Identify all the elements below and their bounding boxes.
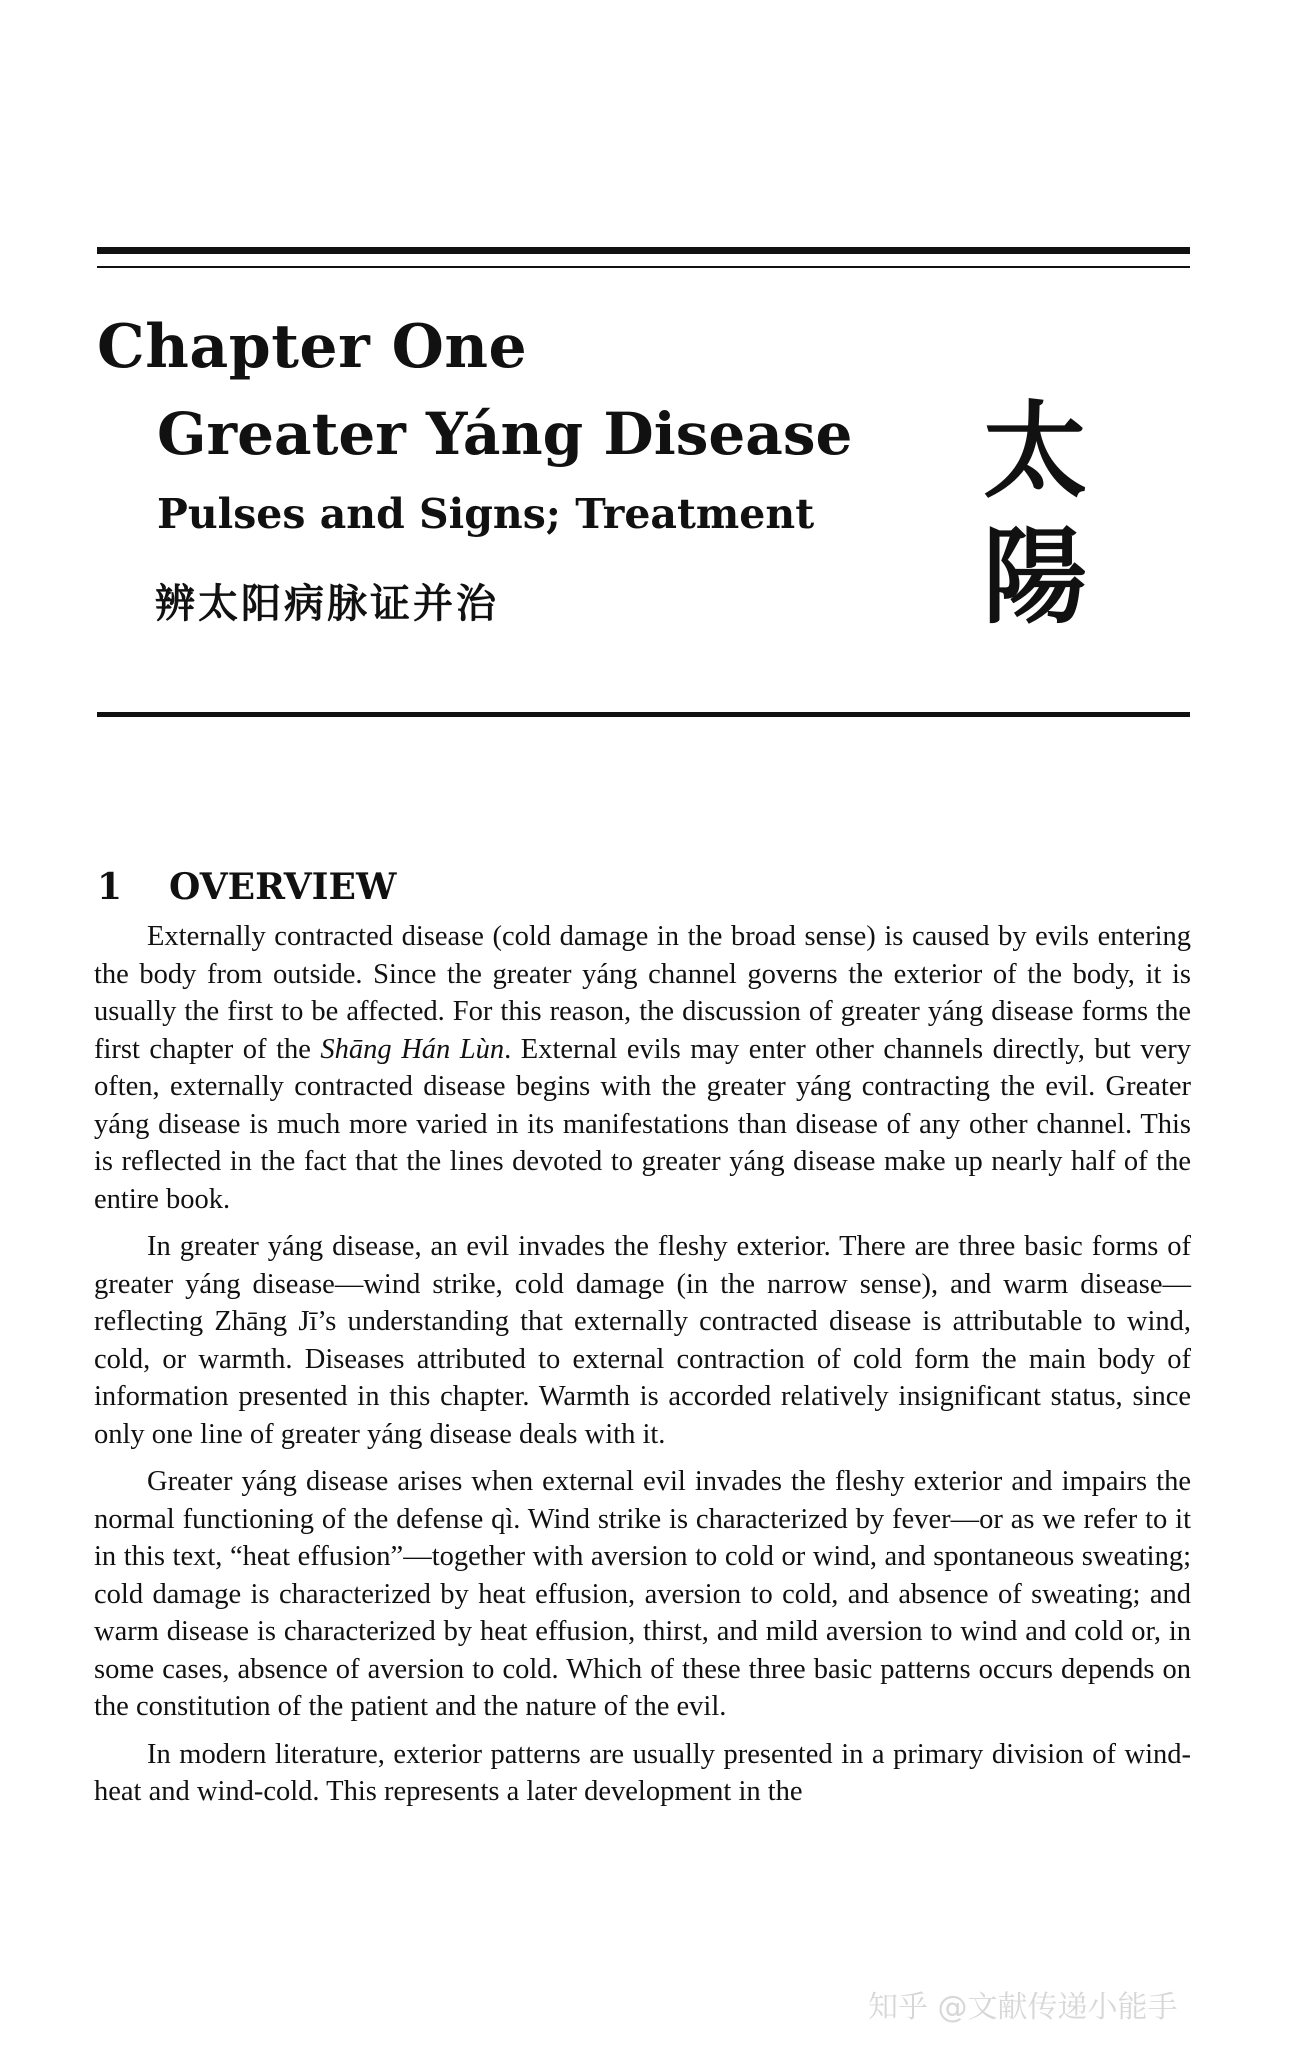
section-number: 1 — [97, 866, 123, 908]
chapter-chinese-title: 辨太阳病脉证并治 — [155, 581, 499, 627]
chapter-subtitle: Pulses and Signs; Treatment — [157, 490, 815, 538]
vertical-chinese-title — [965, 388, 1105, 640]
watermark: 知乎 @文献传递小能手 — [868, 1990, 1178, 2025]
section-title: OVERVIEW — [169, 866, 397, 908]
vertical-char: 陽 — [982, 516, 1087, 638]
section-heading — [97, 866, 396, 908]
paragraph: In modern literature, exterior patterns are usually presented in a primary division of wind-heat and wind-cold. This represents a later development in the — [94, 1738, 1191, 1807]
chapter-label: Chapter One — [97, 312, 528, 382]
body-text — [94, 918, 1191, 1821]
vertical-char: 太 — [982, 390, 1087, 512]
paragraph — [94, 918, 1191, 1218]
paragraph: Greater yáng disease arises when external evil invades the fleshy exterior and impairs the normal functioning of the defense qì. Wind strike is characterized by fever—or as we refer to it in this text, “heat effusion”—together with aversion to cold or wind, and spontaneous sweating; cold damage is characterized by heat effusion, aversion to cold, and absence of sweating; and warm disease is characterized by heat effusion, thirst, and mild aversion to wind and cold or, in some cases, absence of aversion to cold. Which of these three basic patterns occurs depends on the constitution of the patient and the nature of the evil. — [94, 1466, 1191, 1722]
paragraph: In greater yáng disease, an evil invades the fleshy exterior. There are three basic forms of greater yáng disease—wind strike, cold damage (in the narrow sense), and warm disease—reflecting Zhāng Jī’s understanding that externally contracted disease is attributable to wind, cold, or warmth. Diseases attributed to external contraction of cold form the main body of information presented in this chapter. Warmth is accorded relatively insignificant status, since only one line of greater yáng disease deals with it. — [94, 1231, 1191, 1450]
paragraph-text: Externally contracted disease (cold damage in the broad sense) is caused by evils entering the body from outside. Since the greater yáng channel governs the exterior of the body, it is usually the first to be affected. For this reason, the discussion of greater yáng disease forms the first chapter of the — [94, 921, 1191, 1065]
chapter-title: Greater Yáng Disease — [157, 400, 853, 468]
book-title: Shāng Hán Lùn — [320, 1033, 505, 1065]
header-rule-thin — [97, 266, 1190, 268]
paragraph-text: . External evils may enter other channels directly, but very often, externally contracted disease begins with the greater yáng contracting the evil. Greater yáng disease is much more varied in its manifestations than disease of any other channel. This is reflected in the fact that the lines devoted to greater yáng disease make up nearly half of the entire book. — [94, 1033, 1192, 1215]
header-rule-bottom — [97, 712, 1190, 717]
header-rule-thick — [97, 247, 1190, 254]
